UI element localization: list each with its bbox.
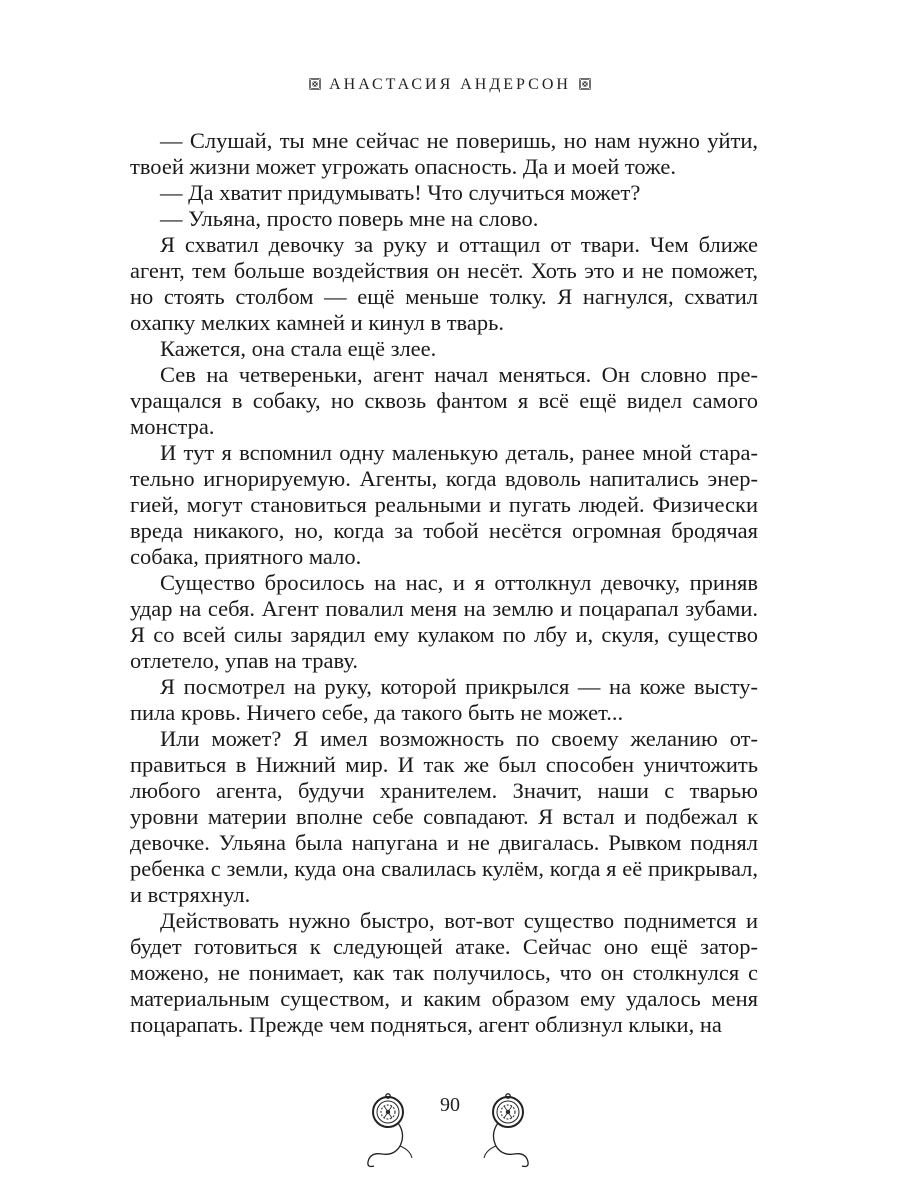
page-footer xyxy=(0,1092,900,1182)
paragraph: Я схватил девочку за руку и оттащил от твари. Чем ближе агент, тем больше воздействия он несёт. Хоть это и не поможет, но стоять столбом — ещё меньше толку. Я нагнулся, схватил охапку мелких камней и кинул в тварь. xyxy=(130,232,758,335)
body-text xyxy=(130,128,758,1038)
paragraph: Существо бросилось на нас, и я оттолкнул девочку, приняв удар на себя. Агент повалил меня на землю и поцарапал зубами. Я со всей силы зарядил ему кулаком по лбу и, скуля, существо отлетело, упав на траву. xyxy=(130,570,758,673)
running-head xyxy=(0,76,900,94)
square-ornament-icon xyxy=(579,78,591,90)
paragraph: Я посмотрел на руку, которой прикрылся — на коже выступила кровь. Ничего себе, да такого быть не может... xyxy=(130,674,758,725)
pocket-watch-ornament-icon xyxy=(476,1092,534,1172)
paragraph: Сев на четвереньки, агент начал меняться. Он словно преvращался в собаку, но сквозь фантом я всё ещё видел самого монстра. xyxy=(130,362,758,439)
paragraph: — Да хватит придумывать! Что случиться может? xyxy=(160,180,641,205)
paragraph: Действовать нужно быстро, вот-вот существо поднимется и будет готовиться к следующей атаке. Сейчас оно ещё заторможено, не понимает, как так получилось, что он столкнулся с материальным существом, и каким образом ему удалось меня поцарапать. Прежде чем подняться, агент облизнул клыки, на xyxy=(130,908,758,1037)
paragraph: — Ульяна, просто поверь мне на слово. xyxy=(160,206,539,231)
running-title: АНАСТАСИЯ АНДЕРСОН xyxy=(329,76,571,93)
square-ornament-icon xyxy=(309,78,321,90)
page-number: 90 xyxy=(440,1094,460,1116)
paragraph: И тут я вспомнил одну маленькую деталь, ранее мной старательно игнорируемую. Агенты, когда вдоволь напитались энергией, могут становиться реальными и пугать людей. Физически вреда никакого, но, когда за тобой несётся огромная бродячая собака, приятного мало. xyxy=(130,440,758,569)
paragraph: Или может? Я имел возможность по своему желанию отправиться в Нижний мир. И так же был способен уничтожить любого агента, будучи хранителем. Значит, наши с тварью уровни материи вполне себе совпадают. Я встал и подбежал к девочке. Ульяна была напугана и не двигалась. Рывком поднял ребенка с земли, куда она свалилась кулём, когда я её прикрывал, и встряхнул. xyxy=(130,726,758,907)
paragraph: Кажется, она стала ещё злее. xyxy=(160,336,437,361)
paragraph: — Слушай, ты мне сейчас не поверишь, но нам нужно уйти, твоей жизни может угрожать опасность. Да и моей тоже. xyxy=(130,128,758,179)
pocket-watch-ornament-icon xyxy=(362,1092,420,1172)
